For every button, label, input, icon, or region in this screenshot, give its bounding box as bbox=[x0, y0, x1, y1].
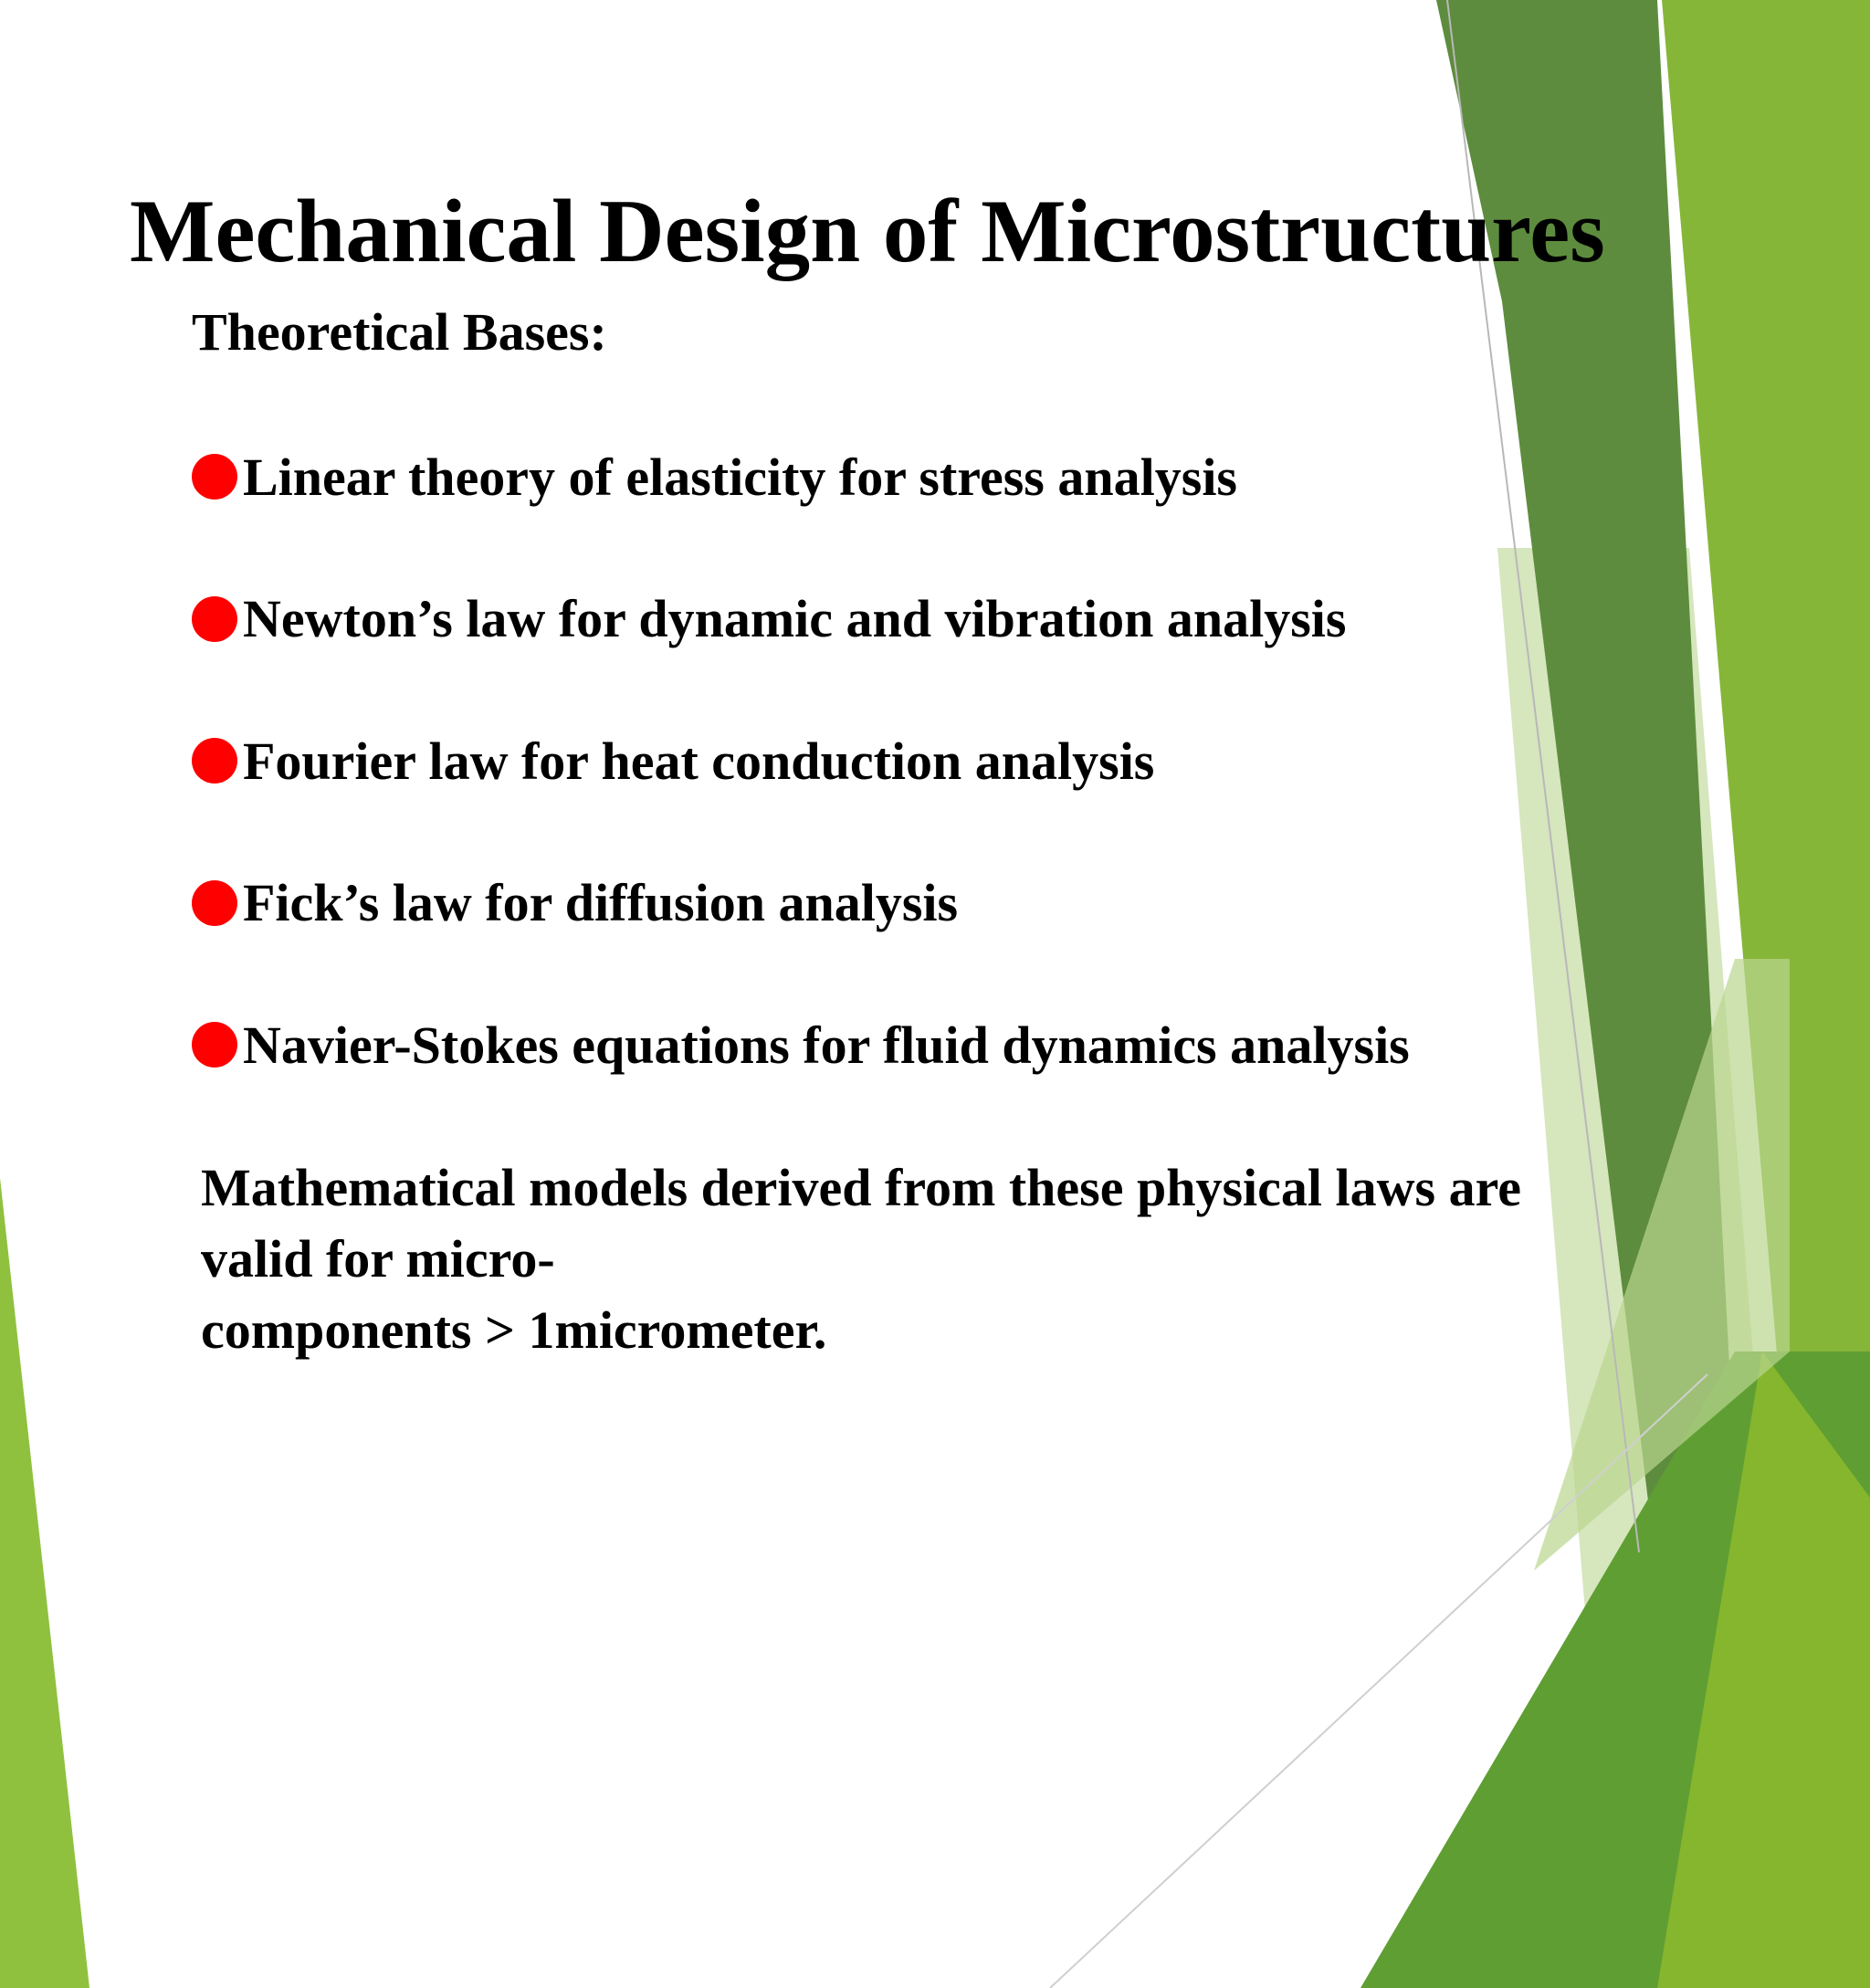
red-bullet-icon bbox=[192, 738, 237, 784]
bullet-text: Navier-Stokes equations for fluid dynamics analysis bbox=[243, 1015, 1410, 1075]
red-bullet-icon bbox=[192, 1022, 237, 1068]
conclusion-paragraph bbox=[201, 1152, 1698, 1366]
list-item bbox=[192, 1006, 1410, 1083]
bullet-text: Linear theory of elasticity for stress analysis bbox=[243, 447, 1238, 507]
left-green-sliver bbox=[0, 1178, 89, 1988]
list-item bbox=[192, 438, 1410, 515]
slide-title: Mechanical Design of Microstructures bbox=[130, 182, 1605, 281]
section-subtitle: Theoretical Bases: bbox=[192, 302, 607, 362]
bullet-text: Newton’s law for dynamic and vibration analysis bbox=[243, 589, 1347, 648]
bullet-list bbox=[192, 438, 1410, 1149]
list-item bbox=[192, 581, 1410, 657]
red-bullet-icon bbox=[192, 454, 237, 500]
red-bullet-icon bbox=[192, 880, 237, 926]
conclusion-line: Mathematical models derived from these physical laws are bbox=[201, 1158, 1522, 1217]
bullet-text: Fick’s law for diffusion analysis bbox=[243, 873, 959, 932]
conclusion-line: components > 1micrometer. bbox=[201, 1300, 827, 1360]
bullet-text: Fourier law for heat conduction analysis bbox=[243, 731, 1155, 791]
red-bullet-icon bbox=[192, 596, 237, 642]
conclusion-line: valid for micro- bbox=[201, 1229, 555, 1289]
list-item bbox=[192, 722, 1410, 799]
list-item bbox=[192, 865, 1410, 941]
